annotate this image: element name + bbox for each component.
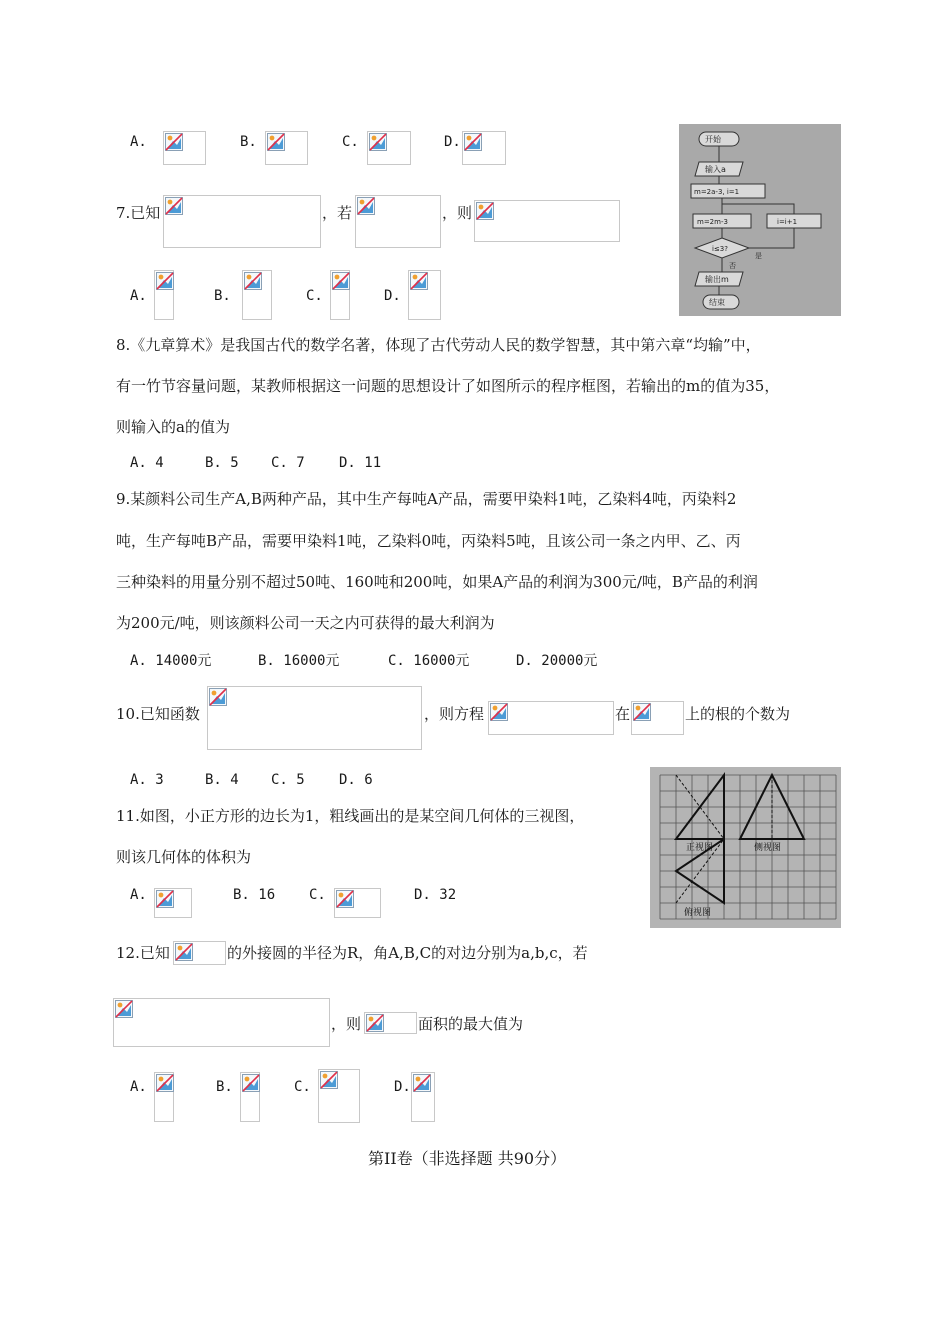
q12-stem-d: 面积的最大值为: [418, 1015, 524, 1033]
broken-image-icon: [156, 890, 174, 908]
broken-image-icon: [476, 202, 494, 220]
q6-option-d-formula-image: [462, 131, 506, 165]
flowchart-update-i-label: i=i+1: [777, 218, 798, 226]
q11-option-b: B. 16: [233, 887, 276, 903]
broken-image-icon: [242, 1074, 260, 1092]
q6-option-a: A.: [130, 134, 147, 150]
q7-expression-formula-image: [474, 200, 620, 242]
q7-option-c: C.: [306, 288, 323, 304]
q10-stem-b: ，则方程: [424, 705, 485, 723]
q7-stem-c: ，则: [442, 204, 473, 222]
q6-option-b-formula-image: [265, 131, 308, 165]
q12-option-c-formula-image: [318, 1069, 360, 1123]
q7-option-b-formula-image: [242, 270, 272, 320]
q10-option-a: A. 3: [130, 772, 164, 788]
q6-option-c: C.: [342, 134, 359, 150]
q7-option-d: D.: [384, 288, 401, 304]
broken-image-icon: [332, 272, 350, 290]
side-view-label: 侧视图: [754, 843, 782, 853]
broken-image-icon: [115, 1000, 133, 1018]
q12-option-d: D.: [394, 1079, 411, 1095]
q6-option-b: B.: [240, 134, 257, 150]
flowchart-init-label: m=2a-3, i=1: [694, 188, 740, 196]
q10-option-b: B. 4: [205, 772, 239, 788]
flowchart-input-label: 输入a: [705, 165, 726, 174]
q9-option-c: C. 16000元: [388, 653, 470, 669]
q7-stem-a: 7.已知: [116, 204, 161, 222]
q8-line-2: 有一竹节容量问题，某教师根据这一问题的思想设计了如图所示的程序框图，若输出的m的值为35，: [116, 377, 780, 395]
q7-option-b: B.: [214, 288, 231, 304]
q12-stem-c: ，则: [331, 1015, 362, 1033]
flowchart-yes-label: 是: [755, 252, 762, 260]
q7-stem-b: ，若: [322, 204, 353, 222]
front-view-label: 正视图: [686, 843, 714, 853]
flowchart-start-label: 开始: [705, 135, 721, 144]
q6-option-d: D.: [444, 134, 461, 150]
broken-image-icon: [156, 272, 174, 290]
flowchart-update-m-label: m=2m-3: [697, 218, 728, 226]
q8-line-1: 8.《九章算术》是我国古代的数学名著，体现了古代劳动人民的数学智慧，其中第六章“均输”中，: [116, 336, 761, 354]
q6-option-c-formula-image: [367, 131, 411, 165]
broken-image-icon: [413, 1074, 431, 1092]
q7-option-d-formula-image: [408, 270, 441, 320]
q9-line-1: 9.某颜料公司生产A,B两种产品，其中生产每吨A产品，需要甲染料1吨，乙染料4吨，丙染料2: [116, 490, 737, 508]
q6-option-a-formula-image: [163, 131, 206, 165]
broken-image-icon: [357, 197, 375, 215]
broken-image-icon: [165, 133, 183, 151]
q11-option-c-formula-image: [334, 888, 381, 918]
q9-option-d: D. 20000元: [516, 653, 598, 669]
q7-option-a: A.: [130, 288, 147, 304]
q10-option-d: D. 6: [339, 772, 373, 788]
q7-function-formula-image: [163, 195, 321, 248]
broken-image-icon: [244, 272, 262, 290]
q7-option-c-formula-image: [330, 270, 350, 320]
q12-option-b: B.: [216, 1079, 233, 1095]
section-title: 第II卷（非选择题 共90分）: [368, 1149, 567, 1168]
broken-image-icon: [464, 133, 482, 151]
q10-function-formula-image: [207, 686, 422, 750]
q11-option-c: C.: [309, 887, 326, 903]
flowchart-end-label: 结束: [709, 298, 725, 307]
broken-image-icon: [490, 703, 508, 721]
q10-equation-formula-image: [488, 701, 614, 735]
q10-option-c: C. 5: [271, 772, 305, 788]
broken-image-icon: [156, 1074, 174, 1092]
broken-image-icon: [175, 943, 193, 961]
q12-option-a-formula-image: [154, 1072, 174, 1122]
flowchart-figure: [679, 124, 841, 316]
broken-image-icon: [369, 133, 387, 151]
q12-option-b-formula-image: [240, 1072, 260, 1122]
q9-option-a: A. 14000元: [130, 653, 212, 669]
q10-stem-a: 10.已知函数: [116, 705, 200, 723]
q7-condition-formula-image: [355, 195, 441, 248]
broken-image-icon: [165, 197, 183, 215]
q9-line-4: 为200元/吨，则该颜料公司一天之内可获得的最大利润为: [116, 614, 495, 632]
q9-line-3: 三种染料的用量分别不超过50吨、160吨和200吨，如果A产品的利润为300元/吨，B产品的利润: [116, 573, 758, 591]
broken-image-icon: [410, 272, 428, 290]
q9-option-b: B. 16000元: [258, 653, 340, 669]
q11-option-d: D. 32: [414, 887, 457, 903]
q11-line-1: 11.如图，小正方形的边长为1，粗线画出的是某空间几何体的三视图，: [116, 807, 585, 825]
q8-option-b: B. 5: [205, 455, 239, 471]
q12-condition-formula-image: [113, 998, 330, 1047]
q8-option-d: D. 11: [339, 455, 382, 471]
broken-image-icon: [209, 688, 227, 706]
q10-interval-formula-image: [631, 701, 684, 735]
q12-stem-b: 的外接圆的半径为R，角A,B,C的对边分别为a,b,c，若: [227, 944, 588, 962]
q11-option-a-formula-image: [154, 888, 192, 918]
q11-option-a: A.: [130, 887, 147, 903]
q12-option-d-formula-image: [411, 1072, 435, 1122]
broken-image-icon: [633, 703, 651, 721]
q10-stem-d: 上的根的个数为: [685, 705, 791, 723]
q8-line-3: 则输入的a的值为: [116, 418, 230, 436]
broken-image-icon: [267, 133, 285, 151]
flowchart-output-label: 输出m: [705, 275, 729, 284]
broken-image-icon: [366, 1014, 384, 1032]
q12-option-a: A.: [130, 1079, 147, 1095]
flowchart-no-label: 否: [729, 262, 736, 270]
q10-stem-c: 在: [615, 705, 631, 723]
q9-line-2: 吨，生产每吨B产品，需要甲染料1吨，乙染料0吨，丙染料5吨，且该公司一条之内甲、乙、丙: [116, 532, 741, 550]
q11-line-2: 则该几何体的体积为: [116, 848, 252, 866]
broken-image-icon: [336, 890, 354, 908]
q7-option-a-formula-image: [154, 270, 174, 320]
flowchart-condition-label: i≤3?: [712, 245, 728, 253]
q12-triangle-formula-image: [173, 941, 226, 965]
q12-stem-a: 12.已知: [116, 944, 170, 962]
three-view-figure: [650, 767, 841, 928]
q8-option-a: A. 4: [130, 455, 164, 471]
broken-image-icon: [320, 1071, 338, 1089]
q12-option-c: C.: [294, 1079, 311, 1095]
q12-triangle-area-formula-image: [364, 1012, 417, 1034]
q8-option-c: C. 7: [271, 455, 305, 471]
top-view-label: 俯视图: [684, 908, 712, 918]
